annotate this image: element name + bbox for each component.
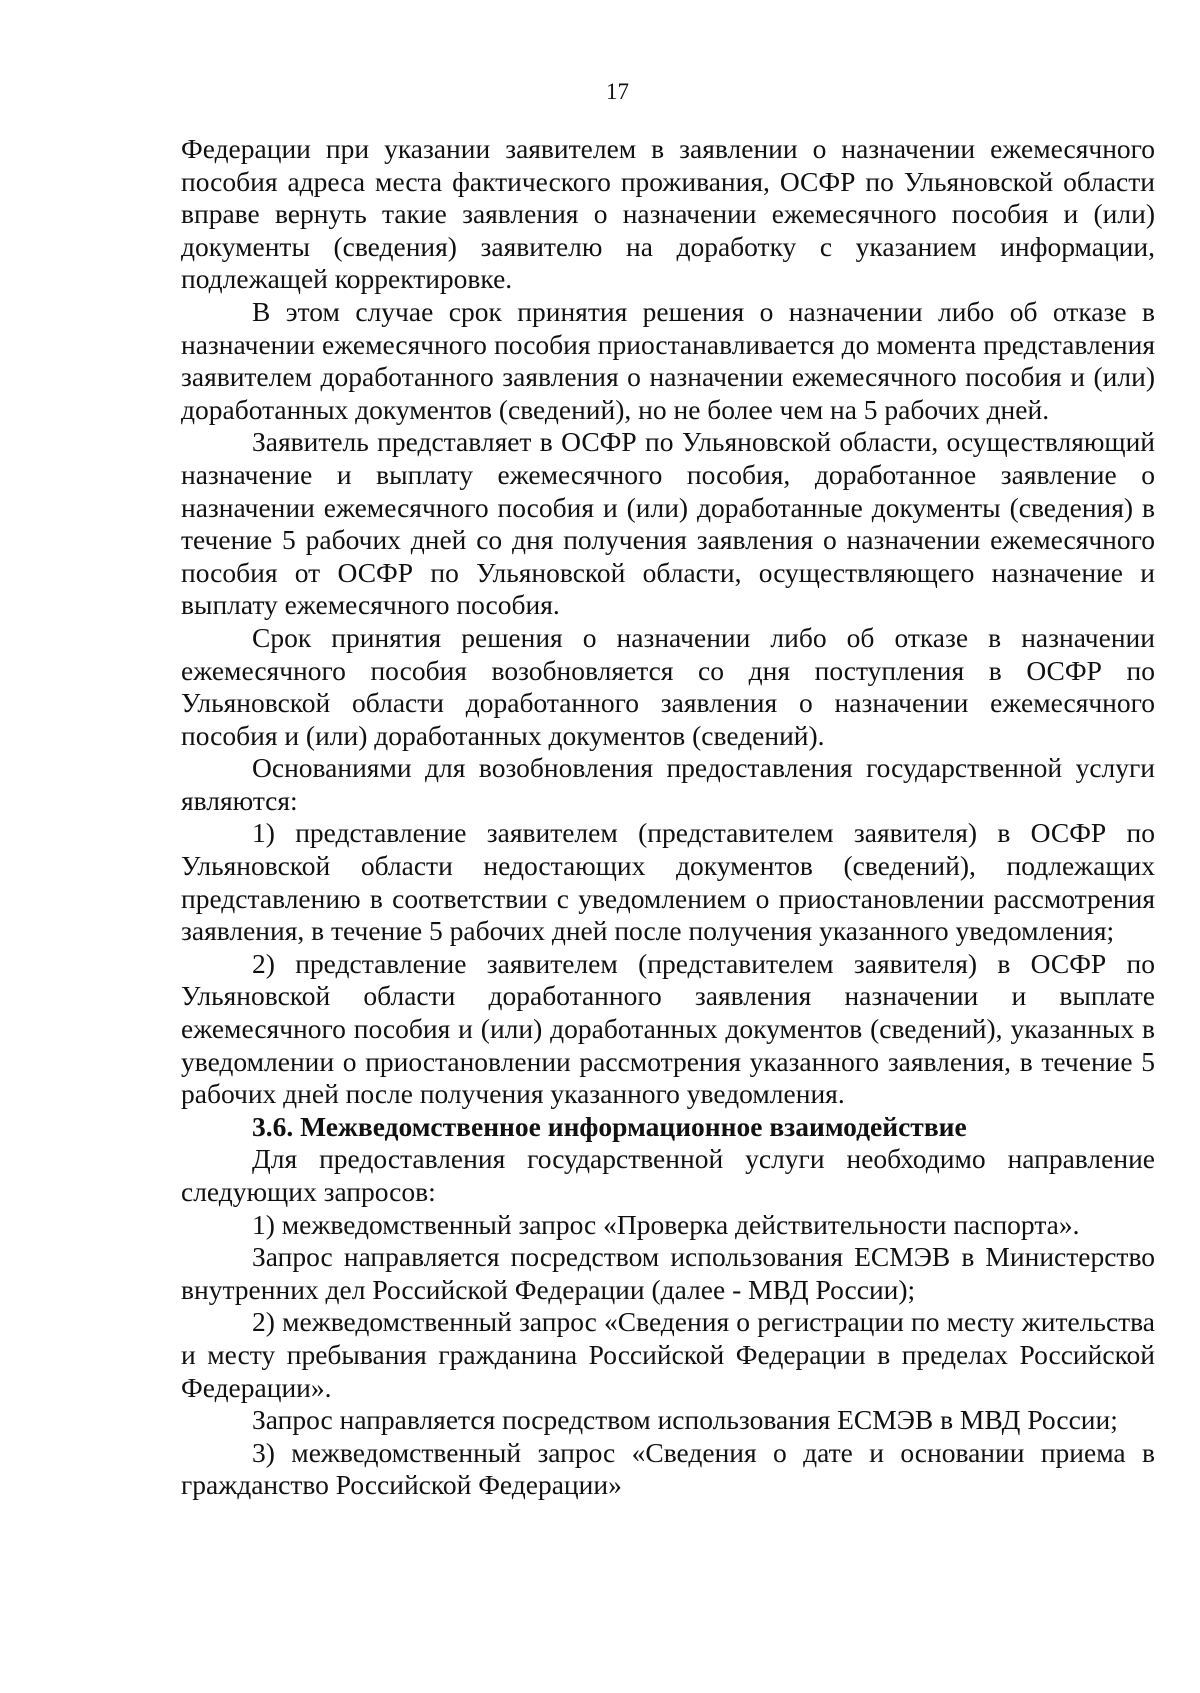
list-item: 2) представление заявителем (представителем заявителя) в ОСФР по Ульяновской области доработанного заявления назначении и выплате ежемесячного пособия и (или) доработанных документов (сведений), указанных в уведомлении о приостановлении рассмотрения указанного заявления, в течение 5 рабочих дней после получения указанного уведомления. — [181, 947, 1155, 1110]
paragraph: Основаниями для возобновления предоставления государственной услуги являются: — [181, 752, 1155, 816]
paragraph: Срок принятия решения о назначении либо об отказе в назначении ежемесячного пособия возобновляется со дня поступления в ОСФР по Ульяновской области доработанного заявления о назначении ежемесячного пособия и (или) доработанных документов (сведений). — [181, 621, 1155, 751]
document-body — [181, 133, 1155, 1502]
paragraph: Запрос направляется посредством использования ЕСМЭВ в Министерство внутренних дел Российской Федерации (далее - МВД России); — [181, 1241, 1155, 1305]
list-item: 2) межведомственный запрос «Сведения о регистрации по месту жительства и месту пребывания гражданина Российской Федерации в пределах Российской Федерации». — [181, 1306, 1155, 1403]
paragraph: В этом случае срок принятия решения о назначении либо об отказе в назначении ежемесячного пособия приостанавливается до момента представления заявителем доработанного заявления о назначении ежемесячного пособия и (или) доработанных документов (сведений), но не более чем на 5 рабочих дней. — [181, 295, 1155, 425]
paragraph: Для предоставления государственной услуги необходимо направление следующих запросов: — [181, 1143, 1155, 1207]
section-heading: 3.6. Межведомственное информационное взаимодействие — [252, 1110, 967, 1142]
page-number: 17 — [606, 79, 629, 104]
paragraph: Запрос направляется посредством использования ЕСМЭВ в МВД России; — [252, 1404, 1118, 1436]
paragraph-continuation: Федерации при указании заявителем в заявлении о назначении ежемесячного пособия адреса места фактического проживания, ОСФР по Ульяновской области вправе вернуть такие заявления о назначении ежемесячного пособия и (или) документы (сведения) заявителю на доработку с указанием информации, подлежащей корректировке. — [181, 133, 1155, 295]
list-item: 1) представление заявителем (представителем заявителя) в ОСФР по Ульяновской области недостающих документов (сведений), подлежащих представлению в соответствии с уведомлением о приостановлении рассмотрения заявления, в течение 5 рабочих дней после получения указанного уведомления; — [181, 817, 1155, 947]
list-item: 3) межведомственный запрос «Сведения о дате и основании приема в гражданство Российской Федерации» — [181, 1436, 1155, 1501]
paragraph: Заявитель представляет в ОСФР по Ульяновской области, осуществляющий назначение и выплату ежемесячного пособия, доработанное заявление о назначении ежемесячного пособия и (или) доработанные документы (сведения) в течение 5 рабочих дней со дня получения заявления о назначении ежемесячного пособия от ОСФР по Ульяновской области, осуществляющего назначение и выплату ежемесячного пособия. — [181, 426, 1155, 621]
list-item: 1) межведомственный запрос «Проверка действительности паспорта». — [252, 1208, 1080, 1240]
